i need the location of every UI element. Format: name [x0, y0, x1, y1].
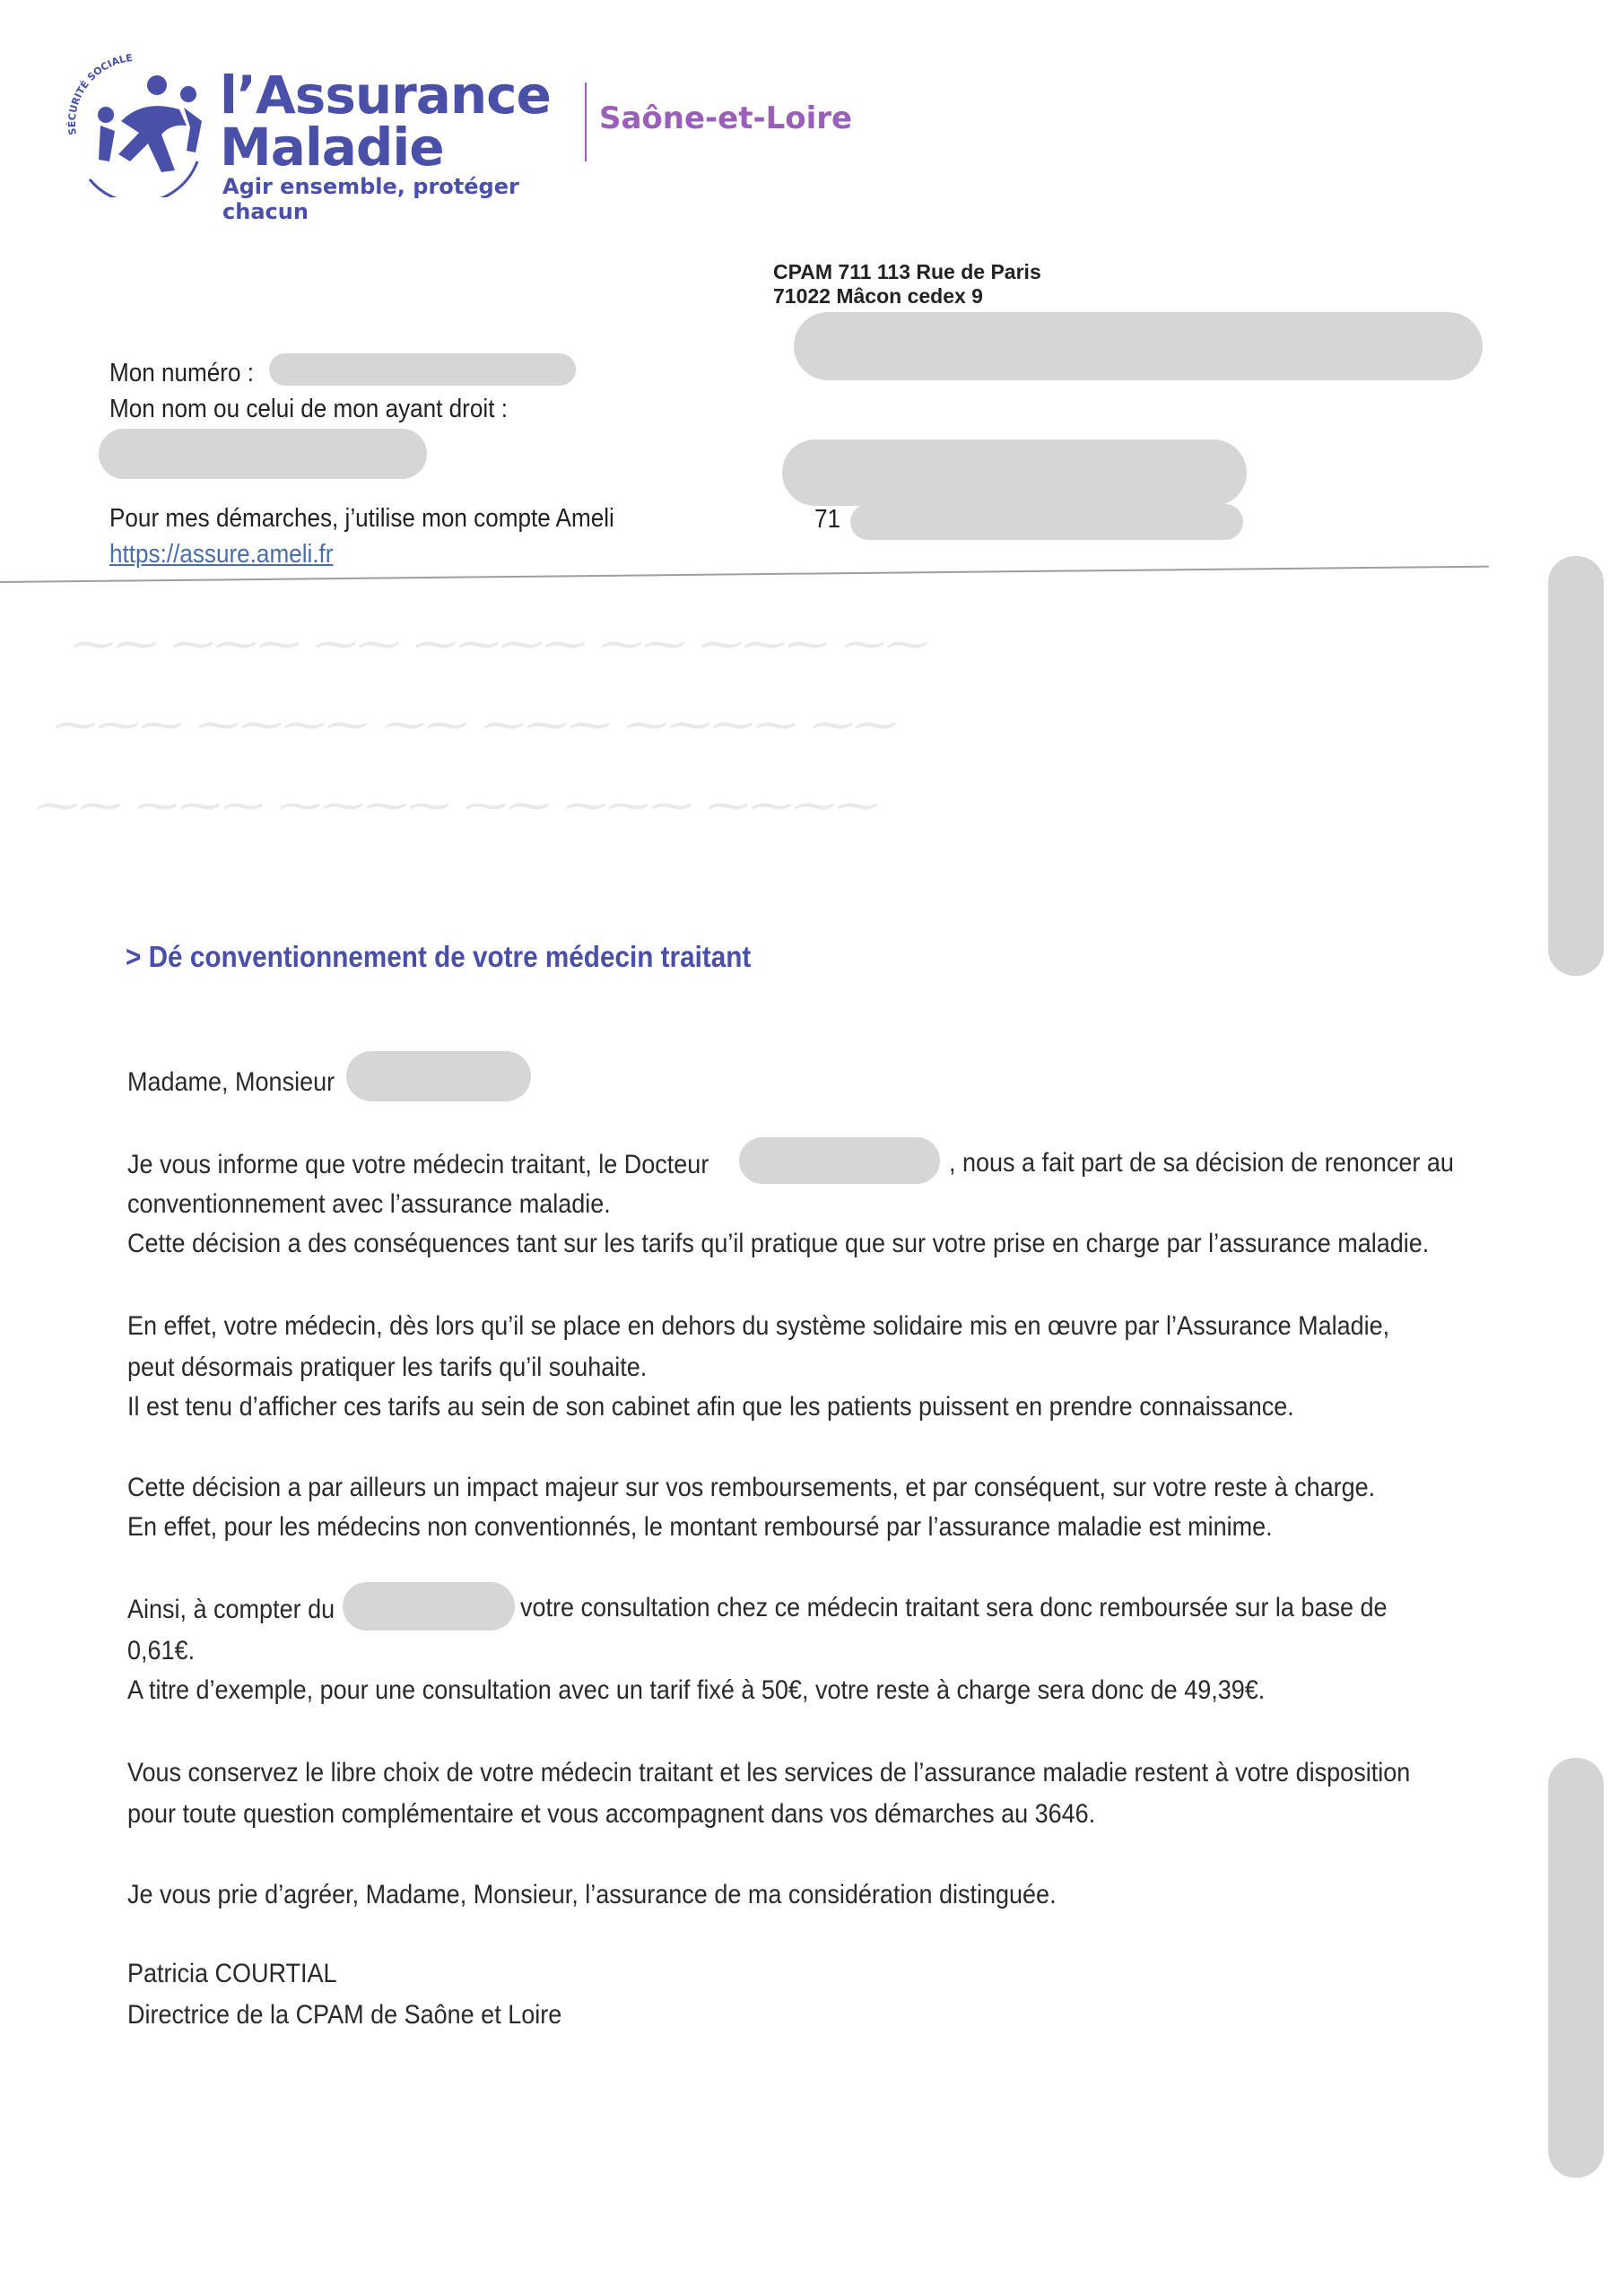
ameli-link[interactable]: https://assure.ameli.fr: [109, 540, 334, 569]
p4-line1-a: Ainsi, à compter du: [127, 1595, 335, 1624]
recipient-city-redacted: [850, 504, 1243, 540]
p1-line2: conventionnement avec l’assurance maladie.: [127, 1189, 611, 1219]
nom-label: Mon nom ou celui de mon ayant droit :: [109, 395, 508, 423]
svg-text:SÉCURITÉ SOCIALE: [66, 52, 134, 135]
p2-line2: peut désormais pratiquer les tarifs qu’il souhaite.: [127, 1352, 648, 1382]
header-divider: [585, 83, 587, 161]
show-through-mark: ⁓⁓ ⁓⁓⁓ ⁓⁓⁓⁓ ⁓⁓ ⁓⁓⁓ ⁓⁓⁓⁓: [36, 780, 880, 831]
salutation: Madame, Monsieur: [127, 1067, 335, 1097]
p4-line3: A titre d’exemple, pour une consultation avec un tarif fixé à 50€, votre reste à charge sera donc de 49,39€.: [127, 1675, 1266, 1705]
p1-line3: Cette décision a des conséquences tant sur les tarifs qu’il pratique que sur votre prise en charge par l’assurance maladie.: [127, 1229, 1430, 1258]
signatory-title: Directrice de la CPAM de Saône et Loire: [127, 2000, 562, 2030]
nom-redacted: [99, 429, 427, 479]
salutation-name-redacted: [346, 1051, 531, 1101]
closing-formula: Je vous prie d’agréer, Madame, Monsieur, l’assurance de ma considération distinguée.: [127, 1880, 1057, 1909]
p5-line1: Vous conservez le libre choix de votre médecin traitant et les services de l’assurance maladie restent à votre disposition: [127, 1758, 1411, 1787]
recipient-name-redacted: [794, 312, 1483, 380]
scan-margin-tab-bottom: [1548, 1758, 1604, 2178]
start-date-redacted: [343, 1582, 515, 1631]
p2-line1: En effet, votre médecin, dès lors qu’il se place en dehors du système solidaire mis en œuvre par l’Assurance Maladie,: [127, 1311, 1390, 1341]
logo-title-line2: Maladie: [220, 117, 444, 178]
show-through-mark: ⁓⁓ ⁓⁓⁓ ⁓⁓ ⁓⁓⁓⁓ ⁓⁓ ⁓⁓⁓ ⁓⁓: [72, 619, 929, 669]
numero-label: Mon numéro :: [109, 359, 255, 387]
signatory-name: Patricia COURTIAL: [127, 1959, 337, 1988]
letter-subject: > Dé conventionnement de votre médecin traitant: [126, 940, 752, 973]
logo-emblem-icon: [54, 45, 215, 197]
p4-line1-b: votre consultation chez ce médecin traitant sera donc remboursée sur la base de: [520, 1593, 1388, 1622]
show-through-mark: ⁓⁓⁓ ⁓⁓⁓⁓ ⁓⁓ ⁓⁓⁓ ⁓⁓⁓⁓ ⁓⁓: [54, 700, 898, 750]
sender-address-line2: 71022 Mâcon cedex 9: [773, 284, 983, 308]
scan-margin-tab-top: [1548, 556, 1604, 976]
sender-address: [773, 260, 1041, 309]
p1-line1-a: Je vous informe que votre médecin traitant, le Docteur: [127, 1150, 709, 1179]
recipient-postal-prefix: 71: [814, 505, 841, 534]
logo-arc-text: SÉCURITÉ SOCIALE: [65, 51, 134, 136]
demarches-label: Pour mes démarches, j’utilise mon compte Ameli: [109, 504, 614, 533]
p5-line2: pour toute question complémentaire et vous accompagnent dans vos démarches au 3646.: [127, 1799, 1096, 1829]
sender-address-line1: CPAM 711 113 Rue de Paris: [773, 260, 1041, 283]
logo-title-line1: l’Assurance: [220, 65, 551, 126]
doctor-name-redacted: [739, 1137, 940, 1184]
logo-tagline: Agir ensemble, protéger chacun: [222, 174, 519, 224]
p3-line2: En effet, pour les médecins non conventionnés, le montant remboursé par l’assurance maladie est minime.: [127, 1512, 1273, 1542]
department-name: Saône-et-Loire: [599, 100, 853, 136]
p3-line1: Cette décision a par ailleurs un impact majeur sur vos remboursements, et par conséquent, sur votre reste à charge.: [127, 1473, 1376, 1502]
recipient-street-redacted: [782, 439, 1247, 506]
logo: [54, 45, 592, 224]
p1-line1-b: , nous a fait part de sa décision de renoncer au: [949, 1148, 1454, 1178]
p4-line2: 0,61€.: [127, 1636, 196, 1665]
p2-line3: Il est tenu d’afficher ces tarifs au sein de son cabinet afin que les patients puissent en prendre connaissance.: [127, 1392, 1294, 1422]
numero-redacted: [269, 353, 576, 386]
